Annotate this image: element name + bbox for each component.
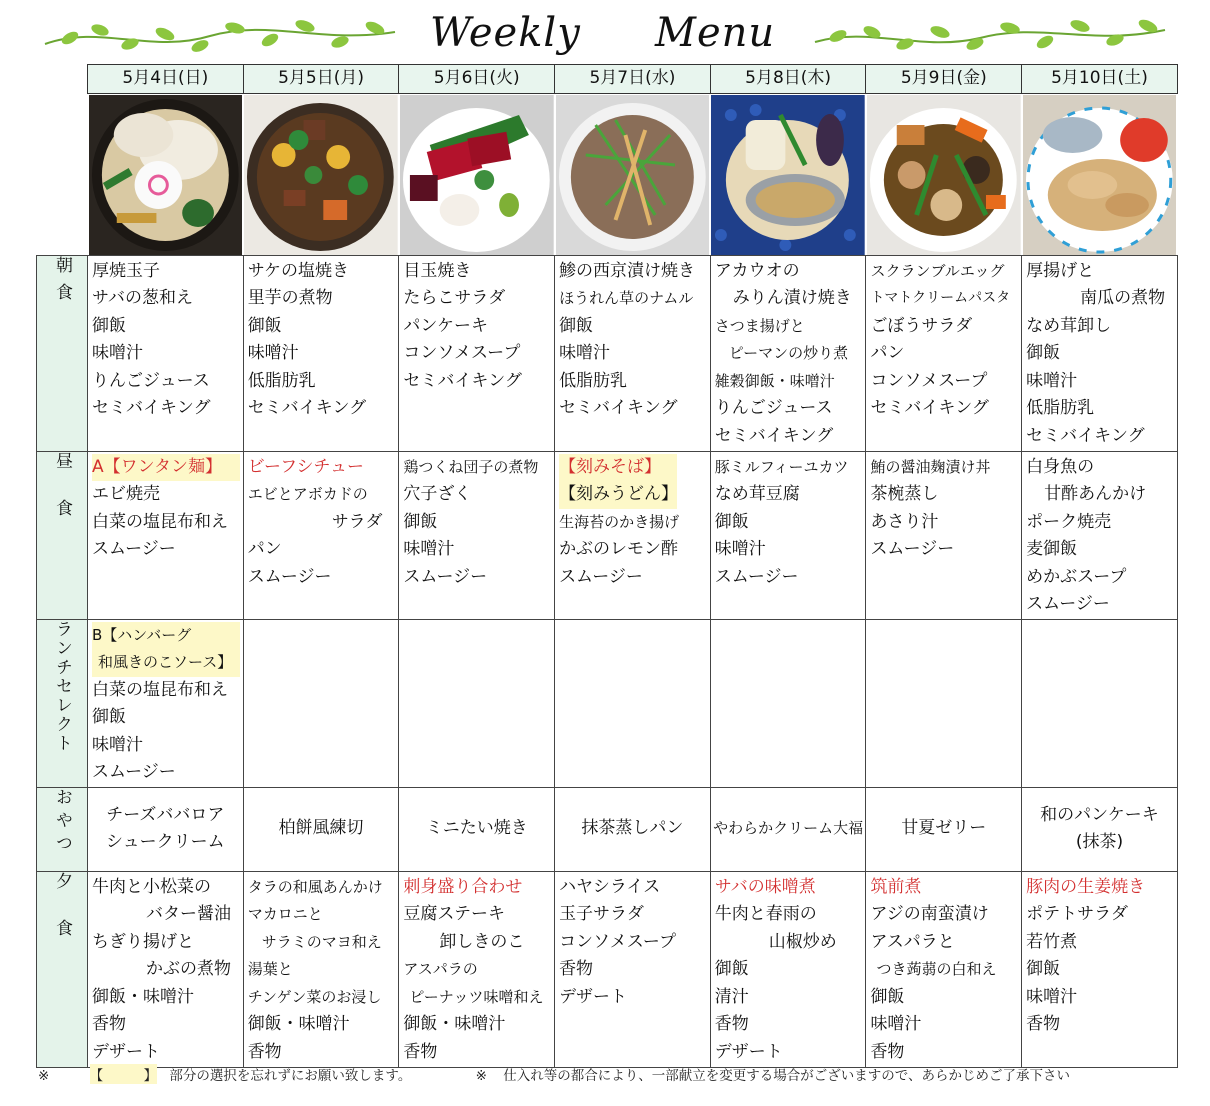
- breakfast-label: 朝食: [37, 255, 88, 451]
- menu-item: スムージー: [92, 762, 176, 782]
- menu-item: 御飯: [247, 315, 282, 336]
- menu-item: 味噌汁: [92, 343, 143, 363]
- lunch-cell: [555, 451, 711, 619]
- menu-item: なめ茸卸し: [1026, 315, 1112, 336]
- menu-item: デザート: [92, 1041, 160, 1062]
- footnote-highlight-sample: 【 】: [90, 1064, 158, 1084]
- menu-item: なめ茸豆腐: [714, 484, 800, 504]
- menu-item: 鶏つくね団子の煮物: [403, 457, 539, 476]
- menu-item: バター醤油: [146, 904, 231, 924]
- menu-item: デザート: [559, 986, 628, 1007]
- dinner-cell: [866, 871, 1022, 1067]
- snack-cell: [555, 787, 711, 871]
- menu-item: 清汁: [714, 986, 749, 1007]
- beef-stew-icon: [244, 95, 398, 255]
- menu-item: 香物: [870, 1041, 905, 1062]
- snack-cell: [243, 787, 399, 871]
- menu-item: さつま揚げと: [714, 316, 805, 335]
- menu-item: たらこサラダ: [403, 288, 506, 308]
- menu-item: エビ焼売: [92, 484, 160, 504]
- food-photo: [88, 93, 244, 255]
- menu-item: コンソメスープ: [559, 931, 677, 952]
- sashimi-plate-icon: [400, 95, 554, 255]
- menu-item: スムージー: [403, 566, 488, 587]
- lunch-cell: [866, 451, 1022, 619]
- menu-item: パンケーキ: [403, 315, 489, 336]
- menu-item: 低脂肪乳: [247, 370, 316, 391]
- date-header: 5月6日(火): [399, 65, 555, 94]
- menu-item: 鯵の西京漬け焼き: [559, 260, 696, 281]
- breakfast-cell: [555, 255, 711, 451]
- menu-item-highlighted: 【刻みうどん】: [559, 481, 707, 509]
- menu-item: サバの葱和え: [92, 288, 193, 308]
- menu-item: 鮪の醤油麹漬け丼: [870, 457, 991, 476]
- menu-item: ミニたい焼き: [425, 818, 528, 839]
- menu-item: 目玉焼き: [403, 260, 472, 281]
- menu-item: 和のパンケーキ: [1040, 804, 1159, 825]
- dinner-cell: [399, 871, 555, 1067]
- footnote-mark: ※: [38, 1068, 50, 1084]
- menu-item: 生海苔のかき揚げ: [559, 512, 680, 531]
- menu-item: トマトクリームパスタ: [870, 290, 1011, 306]
- date-header: 5月10日(土): [1022, 65, 1178, 94]
- menu-item: ちぎり揚げと: [92, 931, 194, 952]
- title-word-weekly: Weekly: [430, 10, 581, 56]
- breakfast-cell: [1022, 255, 1178, 451]
- breakfast-cell: [399, 255, 555, 451]
- kizami-soba-icon: [556, 95, 710, 255]
- menu-item: スムージー: [92, 539, 176, 559]
- menu-item: 白菜の塩昆布和え: [92, 679, 228, 700]
- menu-item: 香物: [403, 1041, 438, 1062]
- ginger-pork-icon: [1023, 95, 1177, 255]
- dinner-label: 夕食: [37, 871, 88, 1067]
- date-header: 5月5日(月): [243, 65, 399, 94]
- menu-item: りんごジュース: [714, 398, 833, 418]
- menu-item: 御飯: [714, 959, 749, 979]
- menu-item: 茶椀蒸し: [870, 484, 939, 504]
- menu-item: 玉子サラダ: [559, 904, 644, 924]
- menu-item-highlighted: B【ハンバーグ: [92, 622, 240, 650]
- menu-item: 柏餅風練切: [278, 818, 364, 839]
- menu-item-main: 筑前煮: [870, 876, 922, 897]
- lunch-select-cell-empty: [399, 619, 555, 787]
- menu-item: 低脂肪乳: [559, 370, 628, 391]
- snack-cell: [1022, 787, 1178, 871]
- dinner-cell: [1022, 871, 1178, 1067]
- snack-cell: [88, 787, 244, 871]
- menu-item: 厚揚げと: [1026, 260, 1095, 281]
- menu-item: ほうれん草のナムル: [559, 289, 694, 307]
- menu-item: 香物: [714, 1014, 749, 1034]
- menu-item: ポテトサラダ: [1026, 904, 1128, 924]
- menu-item: 里芋の煮物: [247, 288, 333, 308]
- dinner-cell: [88, 871, 244, 1067]
- lunch-select-cell-empty: [1022, 619, 1178, 787]
- lunch-select-cell-empty: [866, 619, 1022, 787]
- menu-item: 若竹煮: [1026, 931, 1078, 952]
- menu-item: 卸しきのこ: [439, 931, 525, 952]
- menu-item: みりん漬け焼き: [732, 288, 852, 308]
- menu-item: 味噌汁: [403, 539, 455, 559]
- menu-item: 抹茶蒸しパン: [581, 818, 684, 839]
- lunch-cell: [399, 451, 555, 619]
- menu-item: 山椒炒め: [768, 931, 837, 952]
- menu-item: セミバイキング: [559, 398, 678, 418]
- menu-item: セミバイキング: [1026, 425, 1145, 446]
- menu-item: ピーマンの炒り煮: [728, 344, 849, 362]
- menu-item: 御飯: [1026, 343, 1061, 363]
- menu-item: 厚焼玉子: [92, 260, 160, 281]
- menu-item: 御飯・味噌汁: [247, 1014, 350, 1034]
- menu-item: セミバイキング: [403, 370, 522, 391]
- menu-item: 南瓜の煮物: [1080, 288, 1166, 308]
- menu-item: 牛肉と小松菜の: [92, 876, 211, 897]
- menu-item: 湯葉と: [247, 960, 293, 978]
- menu-item: かぶの煮物: [146, 959, 231, 979]
- lunch-select-cell: [88, 619, 244, 787]
- menu-item: アジの南蛮漬け: [870, 904, 989, 924]
- menu-item: 味噌汁: [1026, 986, 1078, 1007]
- breakfast-cell: [710, 255, 866, 451]
- menu-item: チーズババロア: [106, 804, 225, 825]
- menu-item-main: ビーフシチュー: [247, 456, 364, 477]
- food-photo: [866, 93, 1022, 255]
- lunch-cell: [710, 451, 866, 619]
- vine-decoration-right-icon: [810, 14, 1170, 58]
- footnote-change-notice: 仕入れ等の都合により、一部献立を変更する場合がございますので、あらかじめご了承下さい: [503, 1068, 1070, 1084]
- menu-item: シュークリーム: [106, 832, 225, 852]
- menu-item: 味噌汁: [870, 1014, 922, 1034]
- breakfast-row: [37, 255, 1178, 451]
- menu-item: ポーク焼売: [1026, 511, 1112, 532]
- menu-item: 御飯・味噌汁: [92, 986, 194, 1007]
- menu-item: 白菜の塩昆布和え: [92, 511, 228, 532]
- menu-item: 香物: [247, 1041, 282, 1062]
- chikuzen-ni-icon: [867, 95, 1021, 255]
- menu-item: スクランブルエッグ: [870, 261, 1005, 280]
- page-header: [0, 0, 1210, 62]
- menu-item: マカロニと: [247, 905, 323, 923]
- menu-item: 御飯: [403, 511, 438, 532]
- menu-item: セミバイキング: [247, 398, 367, 418]
- footer-notes: [38, 1064, 1208, 1084]
- menu-item: スムージー: [714, 566, 799, 587]
- menu-item: 御飯: [870, 986, 905, 1007]
- dinner-row: [37, 871, 1178, 1067]
- menu-item: 香物: [1026, 1014, 1061, 1034]
- wonton-noodle-bowl-icon: [89, 95, 243, 255]
- food-photo: [1022, 93, 1178, 255]
- menu-item: 味噌汁: [247, 343, 299, 363]
- menu-item: 香物: [92, 1014, 126, 1034]
- menu-item: コンソメスープ: [403, 343, 521, 363]
- menu-item: 牛肉と春雨の: [714, 904, 817, 924]
- menu-item: ハヤシライス: [559, 876, 661, 897]
- menu-item: 御飯: [92, 707, 126, 727]
- menu-item: セミバイキング: [714, 425, 834, 446]
- menu-item: 御飯: [714, 511, 749, 532]
- mackerel-miso-icon: [711, 95, 865, 255]
- date-header: 5月7日(水): [555, 65, 711, 94]
- date-header: 5月9日(金): [866, 65, 1022, 94]
- menu-item: やわらかクリーム大福: [713, 819, 864, 838]
- photo-row: [37, 93, 1178, 255]
- food-photo: [710, 93, 866, 255]
- menu-item: りんごジュース: [92, 370, 210, 391]
- snack-cell: [710, 787, 866, 871]
- lunch-cell: [243, 451, 399, 619]
- menu-item: 豚ミルフィーユカツ: [714, 457, 849, 476]
- menu-item: エビとアボカドの: [247, 485, 368, 503]
- snack-cell: [866, 787, 1022, 871]
- date-row: [37, 65, 1178, 94]
- menu-item-main: サバの味噌煮: [714, 876, 816, 897]
- food-photo: [555, 93, 711, 255]
- menu-item: 香物: [559, 959, 594, 979]
- menu-item-main: 豚肉の生姜焼き: [1026, 876, 1146, 897]
- lunch-row: [37, 451, 1178, 619]
- lunch-select-cell-empty: [555, 619, 711, 787]
- menu-item: 低脂肪乳: [1026, 398, 1095, 418]
- menu-item: かぶのレモン酢: [559, 539, 679, 559]
- vine-decoration-left-icon: [40, 14, 400, 58]
- snack-cell: [399, 787, 555, 871]
- dinner-cell: [555, 871, 711, 1067]
- dinner-cell: [710, 871, 866, 1067]
- menu-item: 甘酢あんかけ: [1044, 484, 1147, 504]
- lunch-select-cell-empty: [243, 619, 399, 787]
- menu-item: 穴子ざく: [403, 484, 472, 504]
- menu-item: アスパラの: [403, 960, 478, 978]
- menu-item: 味噌汁: [1026, 370, 1078, 391]
- date-header: 5月4日(日): [88, 65, 244, 94]
- menu-item-highlighted: A【ワンタン麺】: [92, 454, 240, 482]
- menu-item: スムージー: [870, 539, 955, 559]
- food-photo: [399, 93, 555, 255]
- breakfast-cell: [866, 255, 1022, 451]
- menu-item: 御飯: [92, 315, 126, 336]
- lunch-select-row: [37, 619, 1178, 787]
- menu-item: スムージー: [247, 566, 332, 587]
- menu-item: ごぼうサラダ: [870, 315, 973, 336]
- title-word-menu: Menu: [655, 10, 776, 56]
- menu-item: コンソメスープ: [870, 370, 988, 391]
- menu-item: サケの塩焼き: [247, 260, 350, 281]
- menu-item: 味噌汁: [714, 539, 766, 559]
- menu-item: 御飯: [559, 315, 594, 336]
- menu-item: つき蒟蒻の白和え: [876, 960, 997, 978]
- menu-item: セミバイキング: [92, 398, 211, 418]
- date-header: 5月8日(木): [710, 65, 866, 94]
- snack-row: [37, 787, 1178, 871]
- menu-item: サラミのマヨ和え: [261, 932, 382, 951]
- lunch-cell: [88, 451, 244, 619]
- menu-item: セミバイキング: [870, 398, 989, 418]
- food-photo: [243, 93, 399, 255]
- menu-item: パン: [870, 343, 905, 363]
- menu-item: ピーナッツ味噌和え: [409, 987, 544, 1006]
- menu-item: 甘夏ゼリー: [901, 818, 987, 839]
- menu-item: 雑穀御飯・味噌汁: [714, 371, 835, 390]
- snack-label: おやつ: [37, 787, 88, 871]
- menu-item: デザート: [714, 1041, 783, 1062]
- menu-item: アスパラと: [870, 931, 955, 952]
- menu-item-main: 刺身盛り合わせ: [403, 876, 523, 897]
- menu-item: めかぶスープ: [1026, 566, 1127, 587]
- menu-item: 白身魚の: [1026, 456, 1095, 477]
- menu-item: 味噌汁: [92, 734, 143, 755]
- menu-item: 麦御飯: [1026, 539, 1078, 559]
- menu-item: チンゲン菜のお浸し: [247, 987, 382, 1006]
- lunch-select-label: ランチセレクト: [37, 619, 88, 787]
- menu-item: スムージー: [559, 566, 643, 587]
- footnote-mark: ※: [475, 1068, 487, 1084]
- menu-item: タラの和風あんかけ: [247, 877, 383, 896]
- breakfast-cell: [243, 255, 399, 451]
- menu-item: パン: [247, 539, 282, 559]
- menu-item: あさり汁: [870, 511, 939, 532]
- menu-item-highlighted: 【刻みそば】: [559, 454, 707, 482]
- dinner-cell: [243, 871, 399, 1067]
- footnote-select-reminder: 部分の選択を忘れずにお願い致します。: [169, 1068, 412, 1084]
- menu-item: (抹茶): [1075, 832, 1124, 852]
- menu-item: スムージー: [1026, 594, 1110, 614]
- menu-item: サラダ: [331, 511, 383, 532]
- breakfast-cell: [88, 255, 244, 451]
- lunch-label: 昼食: [37, 451, 88, 619]
- menu-item-highlighted: 和風きのこソース】: [92, 649, 240, 677]
- menu-item: アカウオの: [714, 260, 800, 281]
- lunch-select-cell-empty: [710, 619, 866, 787]
- menu-item: 御飯: [1026, 959, 1061, 979]
- weekly-menu-table: [36, 64, 1178, 1068]
- menu-item: 味噌汁: [559, 343, 611, 363]
- menu-item: 御飯・味噌汁: [403, 1014, 506, 1034]
- menu-item: 豆腐ステーキ: [403, 904, 506, 924]
- lunch-cell: [1022, 451, 1178, 619]
